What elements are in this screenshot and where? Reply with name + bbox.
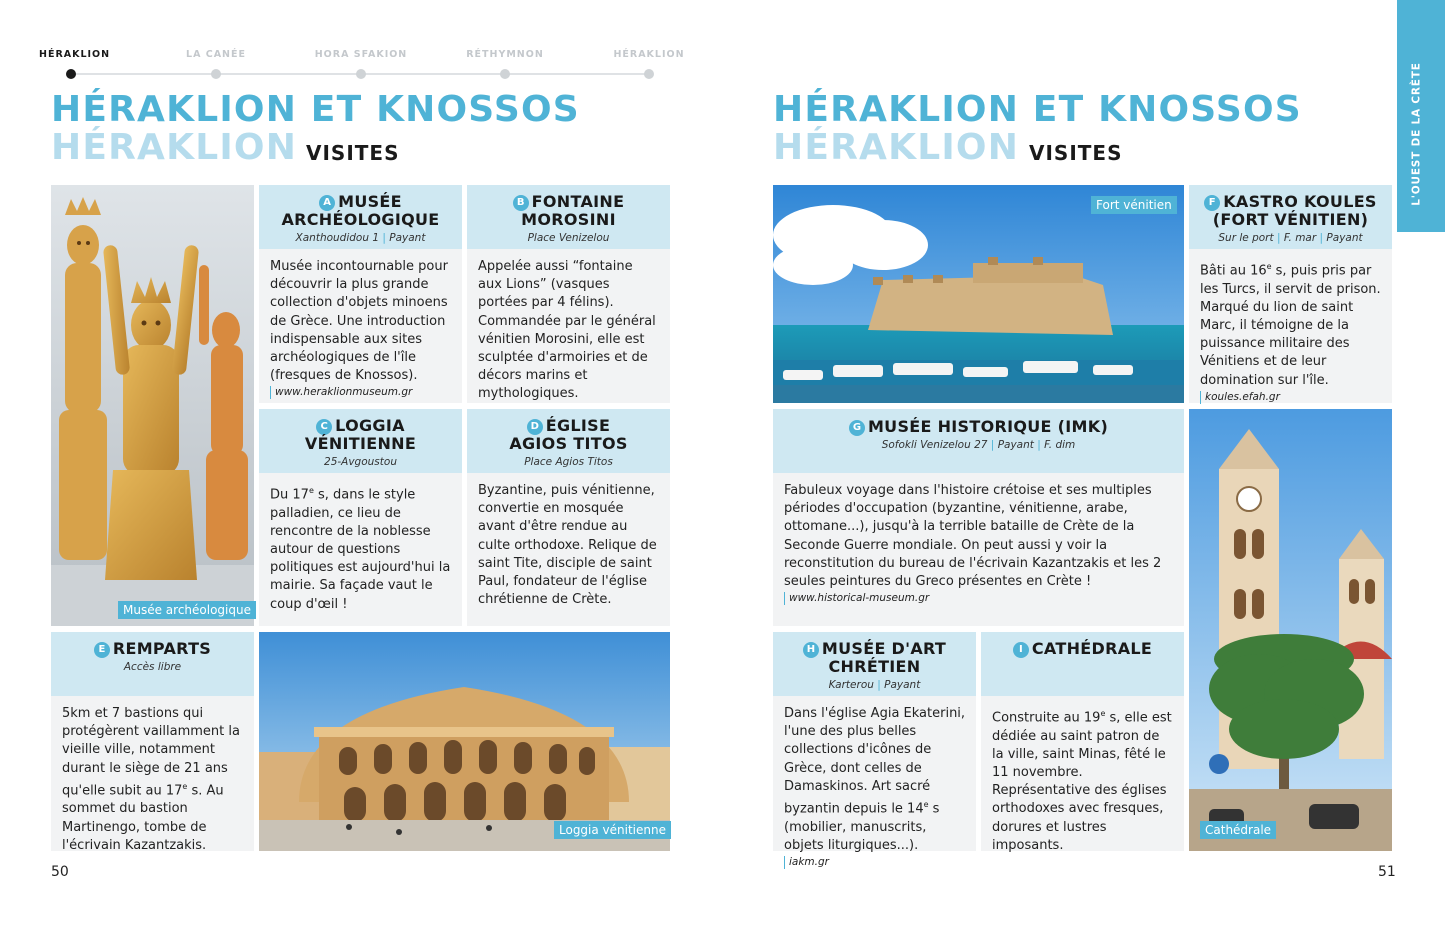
card-body [773, 473, 1184, 605]
card-musee-archeologique [259, 185, 462, 403]
card-body [467, 249, 670, 404]
card-loggia-venitienne [259, 409, 462, 626]
card-title-line2: MOROSINI [521, 210, 616, 229]
timeline-stop-3[interactable]: HORA SFAKION [314, 49, 408, 60]
side-tab-label-wrap [1398, 44, 1436, 224]
side-tab-label: L'OUEST DE LA CRÈTE [1411, 62, 1423, 206]
address: Xanthoudidou 1 [295, 232, 380, 244]
card-title-line1: ÉGLISE [545, 416, 611, 435]
fort-image [773, 185, 1184, 403]
museum-statues-image [51, 185, 254, 626]
fort-photo-caption: Fort vénitien [1091, 196, 1177, 214]
card-header [259, 409, 462, 473]
card-header [981, 632, 1184, 696]
card-musee-art-chretien [773, 632, 976, 868]
website-link[interactable]: koules.efah.gr [1200, 391, 1382, 404]
timeline-dot [500, 69, 510, 79]
card-badge: B [513, 195, 529, 211]
card-remparts [51, 632, 254, 851]
card-title-line1: FONTAINE [531, 192, 625, 211]
card-address: Karterou | Payant [828, 679, 921, 691]
timeline-dot [644, 69, 654, 79]
card-kastro-koules [1189, 185, 1392, 403]
card-title [981, 640, 1184, 658]
card-title [259, 417, 462, 453]
card-address: Sur le port | F. mar | Payant [1218, 232, 1363, 244]
card-title-line1: MUSÉE HISTORIQUE (IMK) [867, 417, 1109, 436]
card-body [773, 696, 976, 869]
cathedral-image [1189, 409, 1392, 851]
timeline-stop-2[interactable]: LA CANÉE [186, 49, 246, 60]
card-header [51, 632, 254, 696]
fort-photo [773, 185, 1184, 403]
card-body [259, 473, 462, 614]
museum-photo [51, 185, 254, 626]
card-badge: D [527, 419, 543, 435]
card-address: Place Agios Titos [524, 456, 613, 468]
left-page-title: HÉRAKLION ET KNOSSOS [51, 89, 580, 130]
card-header [773, 409, 1184, 473]
card-address: Sofokli Venizelou 27 | Payant | F. dim [881, 439, 1076, 451]
card-description: Dans l'église Agia Ekaterini, l'une des plus belles collections d'icônes de Grèce, dont celles de Damaskinos. Art sacré byzantin depuis le 14e s (mobilier, manuscrits, objets liturgiques...). [784, 706, 966, 853]
price-info: Payant [389, 232, 426, 244]
card-header [773, 632, 976, 696]
timeline-stop-4[interactable]: RÉTHYMNON [466, 49, 544, 60]
card-title-line1: MUSÉE [338, 192, 402, 211]
card-badge: E [94, 642, 110, 658]
card-title-line2: (FORT VÉNITIEN) [1212, 210, 1369, 229]
card-musee-historique [773, 409, 1184, 626]
card-badge: I [1013, 642, 1029, 658]
card-title-line2: AGIOS TITOS [509, 434, 628, 453]
card-address: Place Venizelou [527, 232, 610, 244]
card-title [467, 193, 670, 229]
card-badge: A [319, 195, 335, 211]
card-body [1189, 249, 1392, 404]
timeline-dot [211, 69, 221, 79]
card-title [773, 417, 1184, 436]
card-description: 5km et 7 bastions qui protégèrent vaillamment la vieille ville, notamment durant le siège de 21 ans qu'elle subit au 17e s. Au sommet du bastion Martinengo, tombe de l'écrivain Kazantzakis. [62, 706, 240, 853]
timeline-stop-1[interactable]: HÉRAKLION [39, 49, 111, 60]
card-title [773, 640, 976, 676]
left-section-label: VISITES [306, 141, 400, 165]
card-title-line1: KASTRO KOULES [1223, 192, 1377, 211]
website-link[interactable]: www.heraklionmuseum.gr [270, 386, 452, 399]
card-description: Fabuleux voyage dans l'histoire crétoise et ses multiples périodes d'occupation (byzantine, vénitienne, arabe, ottomane...), jusqu'à la terrible bataille de Crète de la Seconde Guerre mondiale. On peut aussi y voir la reconstitution du bureau de l'écrivain Kazantzakis et les 2 seules peintures du Greco présentes en Crète ! [784, 483, 1162, 590]
card-header [467, 185, 670, 249]
card-title-line2: CHRÉTIEN [828, 657, 921, 676]
right-page-number: 51 [1378, 864, 1396, 880]
card-title-line1: REMPARTS [112, 639, 212, 658]
card-body [981, 696, 1184, 855]
loggia-photo-caption: Loggia vénitienne [554, 821, 671, 839]
card-title-line2: VÉNITIENNE [304, 434, 417, 453]
card-title [1189, 193, 1392, 229]
left-page-subtitle: HÉRAKLION [51, 127, 298, 168]
museum-photo-caption: Musée archéologique [118, 601, 256, 619]
card-fontaine-morosini [467, 185, 670, 403]
card-cathedrale [981, 632, 1184, 851]
card-header [259, 185, 462, 249]
right-section-label: VISITES [1029, 141, 1123, 165]
card-title-line2: ARCHÉOLOGIQUE [281, 210, 440, 229]
timeline-stop-5[interactable]: HÉRAKLION [613, 49, 685, 60]
right-page-title: HÉRAKLION ET KNOSSOS [773, 89, 1302, 130]
card-description: Byzantine, puis vénitienne, convertie en mosquée avant d'être rendue au culte orthodoxe. Relique de saint Tite, disciple de saint Paul, fondateur de l'église chrétienne de Crète. [478, 483, 657, 608]
card-header [467, 409, 670, 473]
card-title [467, 417, 670, 453]
card-title [259, 193, 462, 229]
card-address: Accès libre [123, 661, 182, 673]
card-title [51, 640, 254, 658]
website-link[interactable]: iakm.gr [784, 856, 966, 869]
card-badge: C [316, 419, 332, 435]
card-title-line1: CATHÉDRALE [1031, 639, 1153, 658]
card-description: Bâti au 16e s, puis pris par les Turcs, il servit de prison. Marqué du lion de saint Marc, il témoigne de la puissance militaire des Vénitiens et de leur domination sur l'île. [1200, 262, 1381, 388]
card-description: Appelée aussi “fontaine aux Lions” (vasques portées par 4 félins). Commandée par le général vénitien Morosini, elle est sculptée d'armoiries et de décors marins et mythologiques. [478, 259, 656, 402]
card-description: Musée incontournable pour découvrir la plus grande collection d'objets minoens de Grèce. Une introduction indispensable aux sites archéologiques de l'île (fresques de Knossos). [270, 259, 448, 384]
loggia-image [259, 632, 670, 851]
card-body [259, 249, 462, 399]
timeline-dot [356, 69, 366, 79]
card-body [467, 473, 670, 609]
card-eglise-agios-titos [467, 409, 670, 626]
card-address: 25-Avgoustou [324, 456, 397, 468]
card-badge: F [1204, 195, 1220, 211]
cathedral-photo [1189, 409, 1392, 851]
timeline-dot-active [66, 69, 76, 79]
cathedral-photo-caption: Cathédrale [1200, 821, 1276, 839]
card-description: Construite au 19e s, elle est dédiée au saint patron de la ville, saint Minas, fêté le 11 novembre. Représentative des églises orthodoxes avec fresques, dorures et lustres imposants. [992, 709, 1172, 853]
card-title-line1: MUSÉE D'ART [821, 639, 947, 658]
right-page-subtitle: HÉRAKLION [773, 127, 1020, 168]
website-link[interactable]: www.historical-museum.gr [784, 592, 1174, 605]
card-badge: H [803, 642, 819, 658]
card-title-line1: LOGGIA [335, 416, 405, 435]
card-address: Xanthoudidou 1 | Payant [295, 232, 426, 244]
loggia-photo [259, 632, 670, 851]
left-page-number: 50 [51, 864, 69, 880]
card-body [51, 696, 254, 855]
card-header [1189, 185, 1392, 249]
card-badge: G [849, 420, 865, 436]
card-description: Du 17e s, dans le style palladien, ce lieu de rencontre de la noblesse autour de questions politiques est aujourd'hui la mairie. Sa façade vaut le coup d'œil ! [270, 486, 451, 612]
